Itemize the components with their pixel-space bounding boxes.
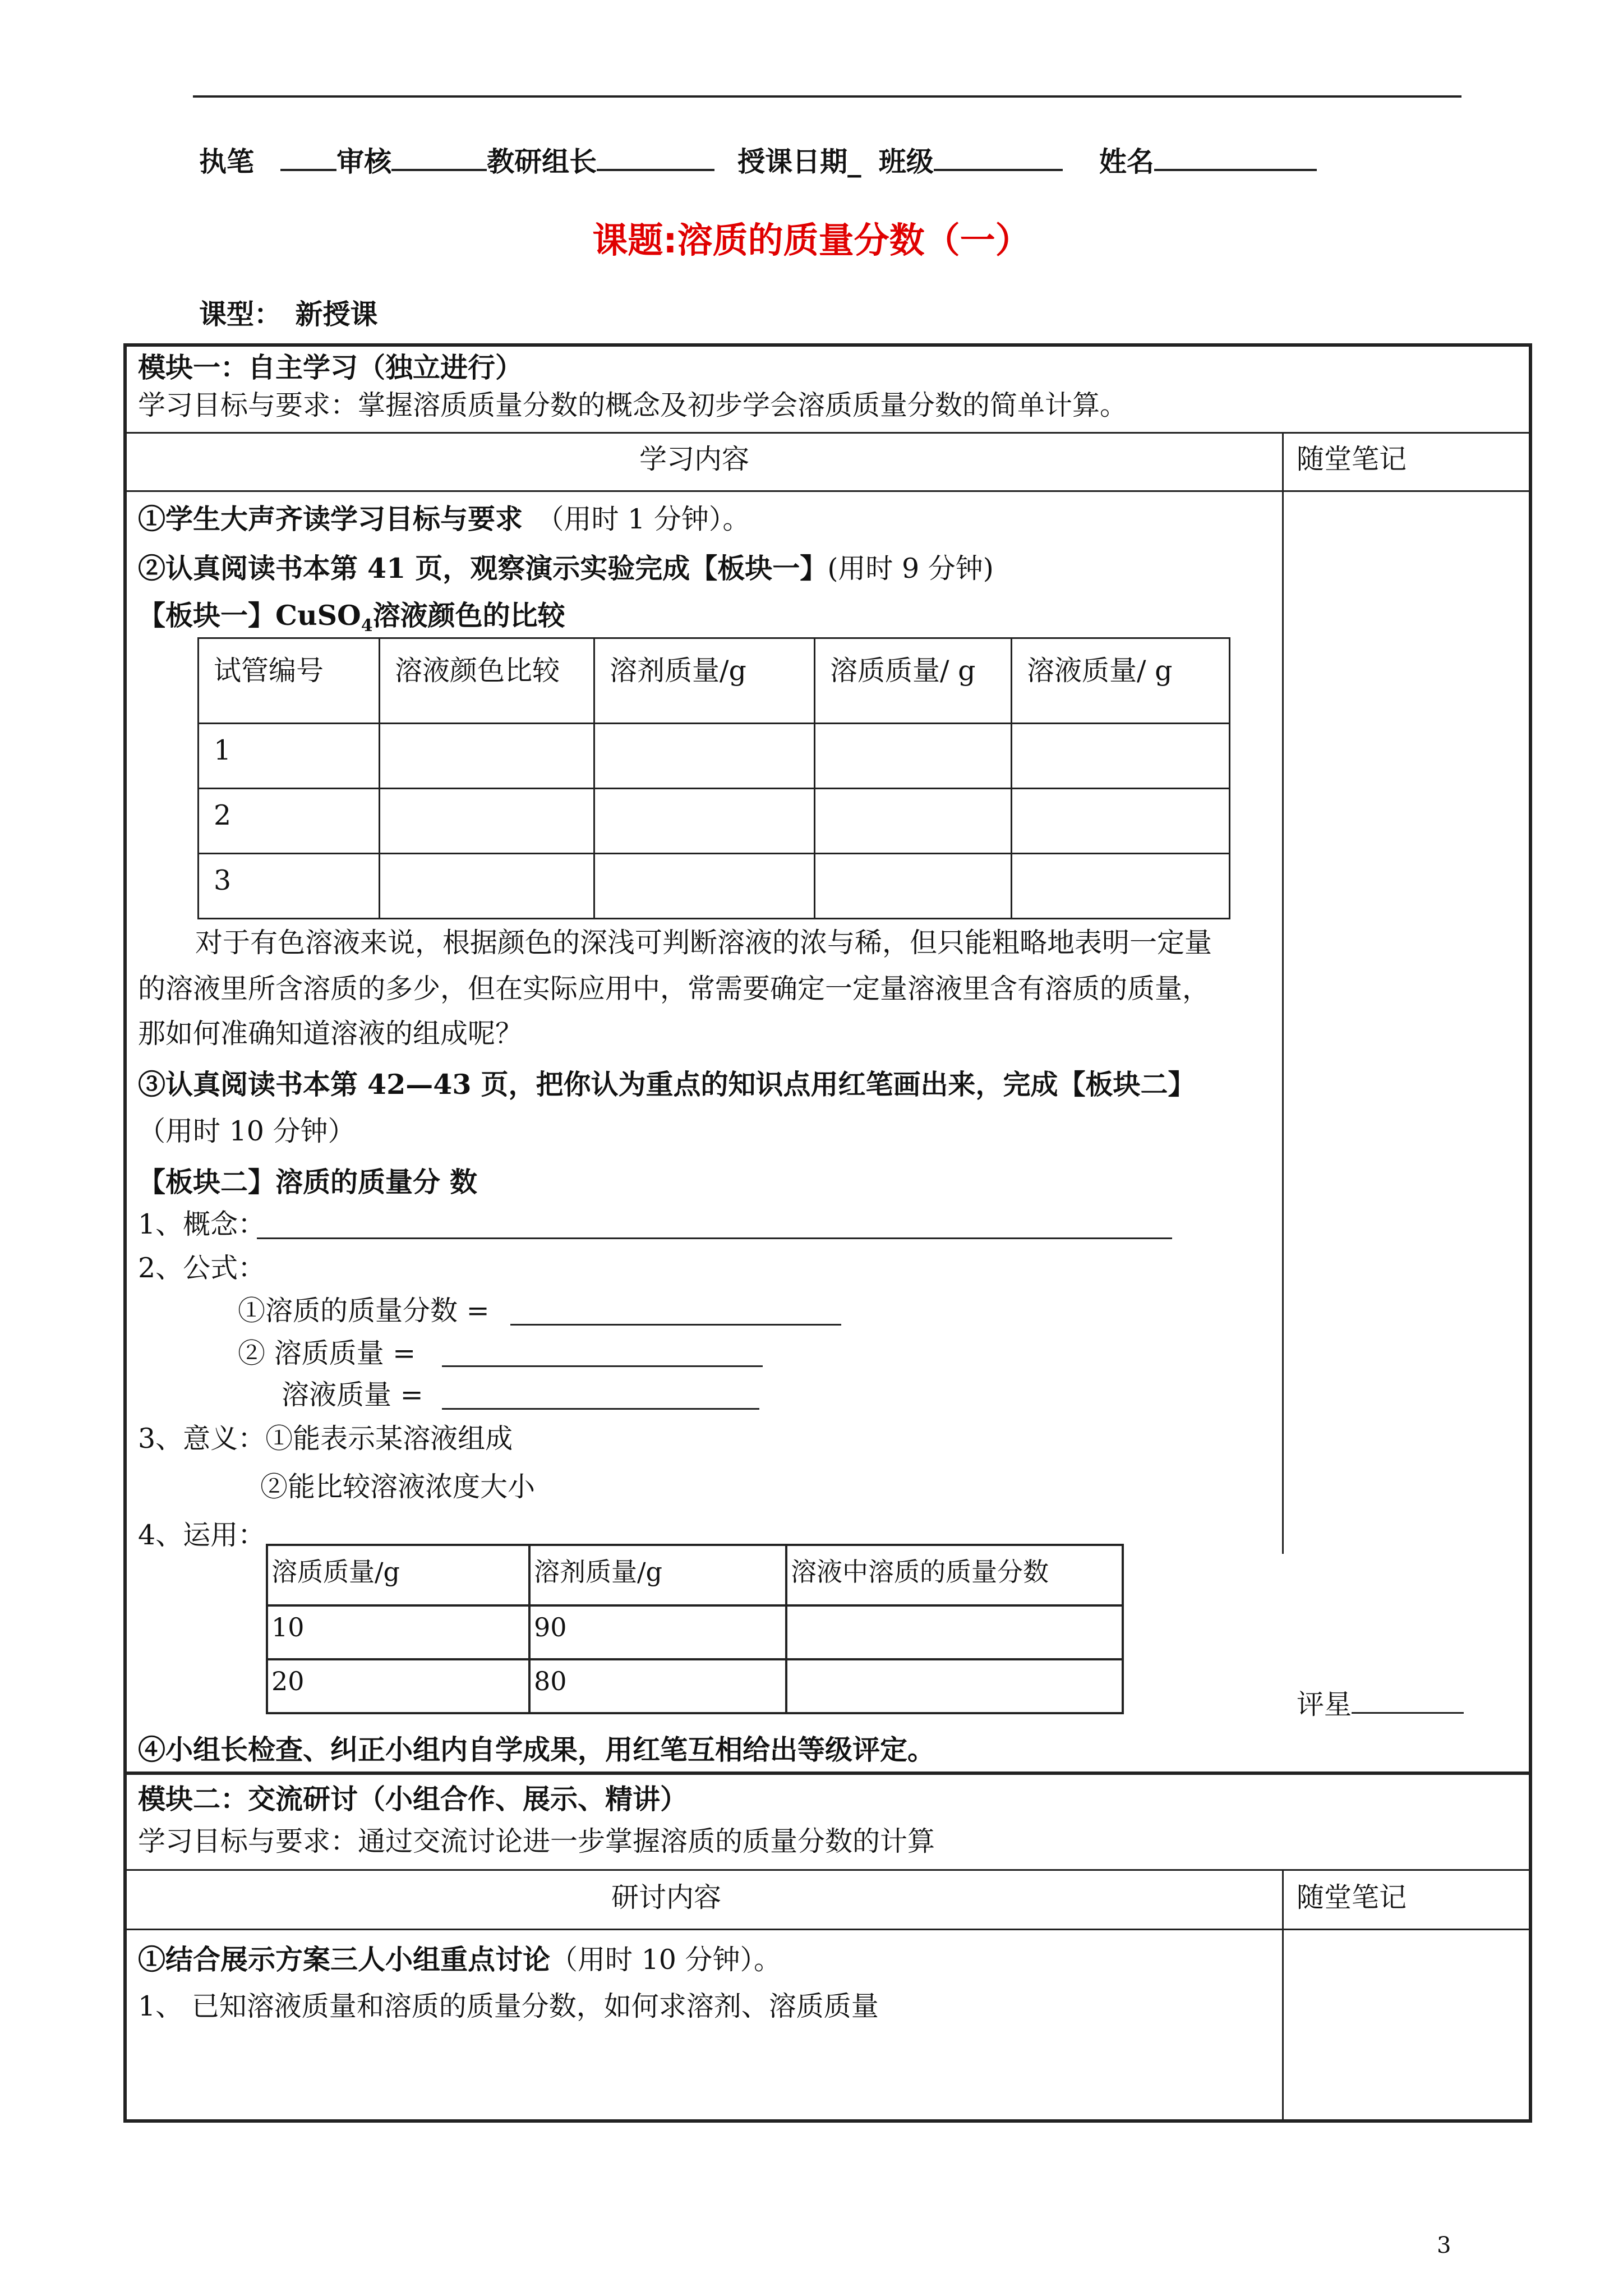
rule [123, 1772, 1532, 1775]
table1-cell[interactable] [1012, 854, 1230, 919]
name-label: 姓名 [1099, 145, 1154, 178]
paragraph-line: 的溶液里所含溶质的多少，但在实际应用中，常需要确定一定量溶液里含有溶质的质量， [138, 973, 1210, 1005]
col-content-header: 学习内容 [639, 443, 750, 475]
rating [1297, 1687, 1464, 1722]
page-number: 3 [1437, 2233, 1451, 2258]
paragraph-line: 对于有色溶液来说，根据颜色的深浅可判断溶液的浓与稀，但只能粗略地表明一定量 [195, 927, 1212, 959]
formula1-blank[interactable] [510, 1324, 841, 1326]
module1-objective: 学习目标与要求：掌握溶质质量分数的概念及初步学会溶质质量分数的简单计算。 [138, 389, 1128, 421]
table1-row-label: 3 [199, 854, 380, 919]
step4: ④小组长检查、纠正小组内自学成果，用红笔互相给出等级评定。 [138, 1733, 935, 1766]
step1-bold: ①学生大声齐读学习目标与要求 [138, 503, 523, 535]
formula2-label: ② 溶质质量 = [238, 1337, 416, 1369]
table2-answer-cell[interactable] [786, 1659, 1123, 1713]
block1-title-a: 【板块一】CuSO [138, 599, 361, 632]
table1-header: 溶液质量/ g [1012, 638, 1230, 724]
table1-row-label: 2 [199, 789, 380, 854]
step1 [138, 503, 750, 536]
table1-cell[interactable] [594, 724, 815, 789]
use-label: 4、运用： [138, 1519, 266, 1551]
table1-cell[interactable] [380, 724, 594, 789]
author-blank[interactable] [280, 146, 336, 171]
module2-step1 [138, 1943, 781, 1977]
notes-divider [1282, 432, 1284, 1554]
group-leader-label: 教研组长 [487, 145, 597, 178]
module2-item1: 1、 已知溶液质量和溶质的质量分数，如何求溶剂、溶质质量 [138, 1990, 879, 2022]
table1-cell[interactable] [380, 854, 594, 919]
rule [123, 432, 1532, 434]
step2-rest: (用时 9 分钟) [827, 553, 994, 585]
step3-rest: （用时 10 分钟） [138, 1115, 356, 1147]
date-label: 授课日期_ [737, 145, 861, 178]
class-label: 班级 [878, 145, 934, 178]
table1-cell[interactable] [380, 789, 594, 854]
course-type: 课型： 新授课 [199, 298, 378, 330]
class-blank[interactable] [934, 146, 1063, 171]
table2-cell: 10 [267, 1605, 529, 1659]
table1-header: 试管编号 [199, 638, 380, 724]
meaning-2: ②能比较溶液浓度大小 [260, 1471, 536, 1503]
block1-title-sub: 4 [361, 615, 373, 636]
table2-header: 溶剂质量/g [529, 1545, 786, 1605]
table2-cell: 90 [529, 1605, 786, 1659]
table2-cell: 80 [529, 1659, 786, 1713]
block1-title-b: 溶液颜色的比较 [372, 599, 565, 632]
frame-right [1529, 343, 1532, 2122]
module2-step1-rest: （用时 10 分钟）。 [550, 1944, 782, 1976]
block2-title: 【板块二】溶质的质量分 数 [138, 1166, 478, 1198]
module1-heading: 模块一：自主学习（独立进行） [138, 351, 523, 384]
step2 [138, 552, 994, 586]
module2-step1-bold: ①结合展示方案三人小组重点讨论 [138, 1943, 551, 1976]
name-blank[interactable] [1154, 146, 1317, 171]
block1-title [138, 599, 565, 636]
formula1-label: ①溶质的质量分数 = [238, 1295, 490, 1327]
frame-left [123, 343, 127, 2122]
col-notes-header: 随堂笔记 [1297, 1881, 1407, 1913]
table2-cell: 20 [267, 1659, 529, 1713]
table1-header: 溶剂质量/g [594, 638, 815, 724]
rule [123, 490, 1532, 492]
author-label: 执笔 [199, 145, 255, 178]
page-title: 课题:溶质的质量分数（一） [592, 220, 1031, 261]
color-comparison-table [197, 637, 1230, 919]
formula3-label: 溶液质量 = [282, 1379, 423, 1411]
step1-rest: （用时 1 分钟）。 [523, 503, 750, 535]
rating-label: 评星 [1297, 1688, 1352, 1720]
review-label: 审核 [336, 145, 392, 178]
table1-cell[interactable] [594, 854, 815, 919]
table1-cell[interactable] [1012, 789, 1230, 854]
group-leader-blank[interactable] [597, 146, 714, 171]
table1-cell[interactable] [1012, 724, 1230, 789]
rule [123, 1929, 1532, 1930]
calculation-table [266, 1544, 1124, 1714]
table1-cell[interactable] [815, 724, 1012, 789]
step3-bold: ③认真阅读书本第 42—43 页，把你认为重点的知识点用红笔画出来，完成【板块二】 [138, 1068, 1196, 1101]
table1-header: 溶质质量/ g [815, 638, 1012, 724]
table1-cell[interactable] [815, 789, 1012, 854]
rule [123, 1869, 1532, 1871]
frame-top [123, 343, 1532, 347]
formula2-blank[interactable] [442, 1365, 763, 1367]
module2-heading: 模块二：交流研讨（小组合作、展示、精讲） [138, 1783, 688, 1815]
rating-blank[interactable] [1352, 1687, 1464, 1714]
formula-label: 2、公式： [138, 1252, 266, 1284]
table1-cell[interactable] [815, 854, 1012, 919]
table2-answer-cell[interactable] [786, 1605, 1123, 1659]
table2-header: 溶液中溶质的质量分数 [786, 1545, 1123, 1605]
meaning-label: 3、意义：①能表示某溶液组成 [138, 1423, 513, 1455]
paragraph-line: 那如何准确知道溶液的组成呢？ [138, 1018, 523, 1050]
top-rule [193, 95, 1461, 98]
module2-objective: 学习目标与要求：通过交流讨论进一步掌握溶质的质量分数的计算 [138, 1825, 935, 1857]
table1-row-label: 1 [199, 724, 380, 789]
concept-label: 1、概念： [138, 1208, 266, 1240]
table1-cell[interactable] [594, 789, 815, 854]
formula3-blank[interactable] [442, 1408, 759, 1410]
frame-bottom [123, 2119, 1532, 2123]
step2-bold: ②认真阅读书本第 41 页，观察演示实验完成【板块一】 [138, 552, 828, 585]
review-blank[interactable] [391, 146, 487, 171]
concept-blank[interactable] [257, 1237, 1172, 1239]
notes-divider [1282, 1869, 1284, 2122]
table2-header: 溶质质量/g [267, 1545, 529, 1605]
worksheet-frame [123, 343, 1532, 2122]
header-info [199, 140, 1317, 180]
col-content-header: 研讨内容 [611, 1881, 722, 1913]
table1-header: 溶液颜色比较 [380, 638, 594, 724]
col-notes-header: 随堂笔记 [1297, 443, 1407, 475]
